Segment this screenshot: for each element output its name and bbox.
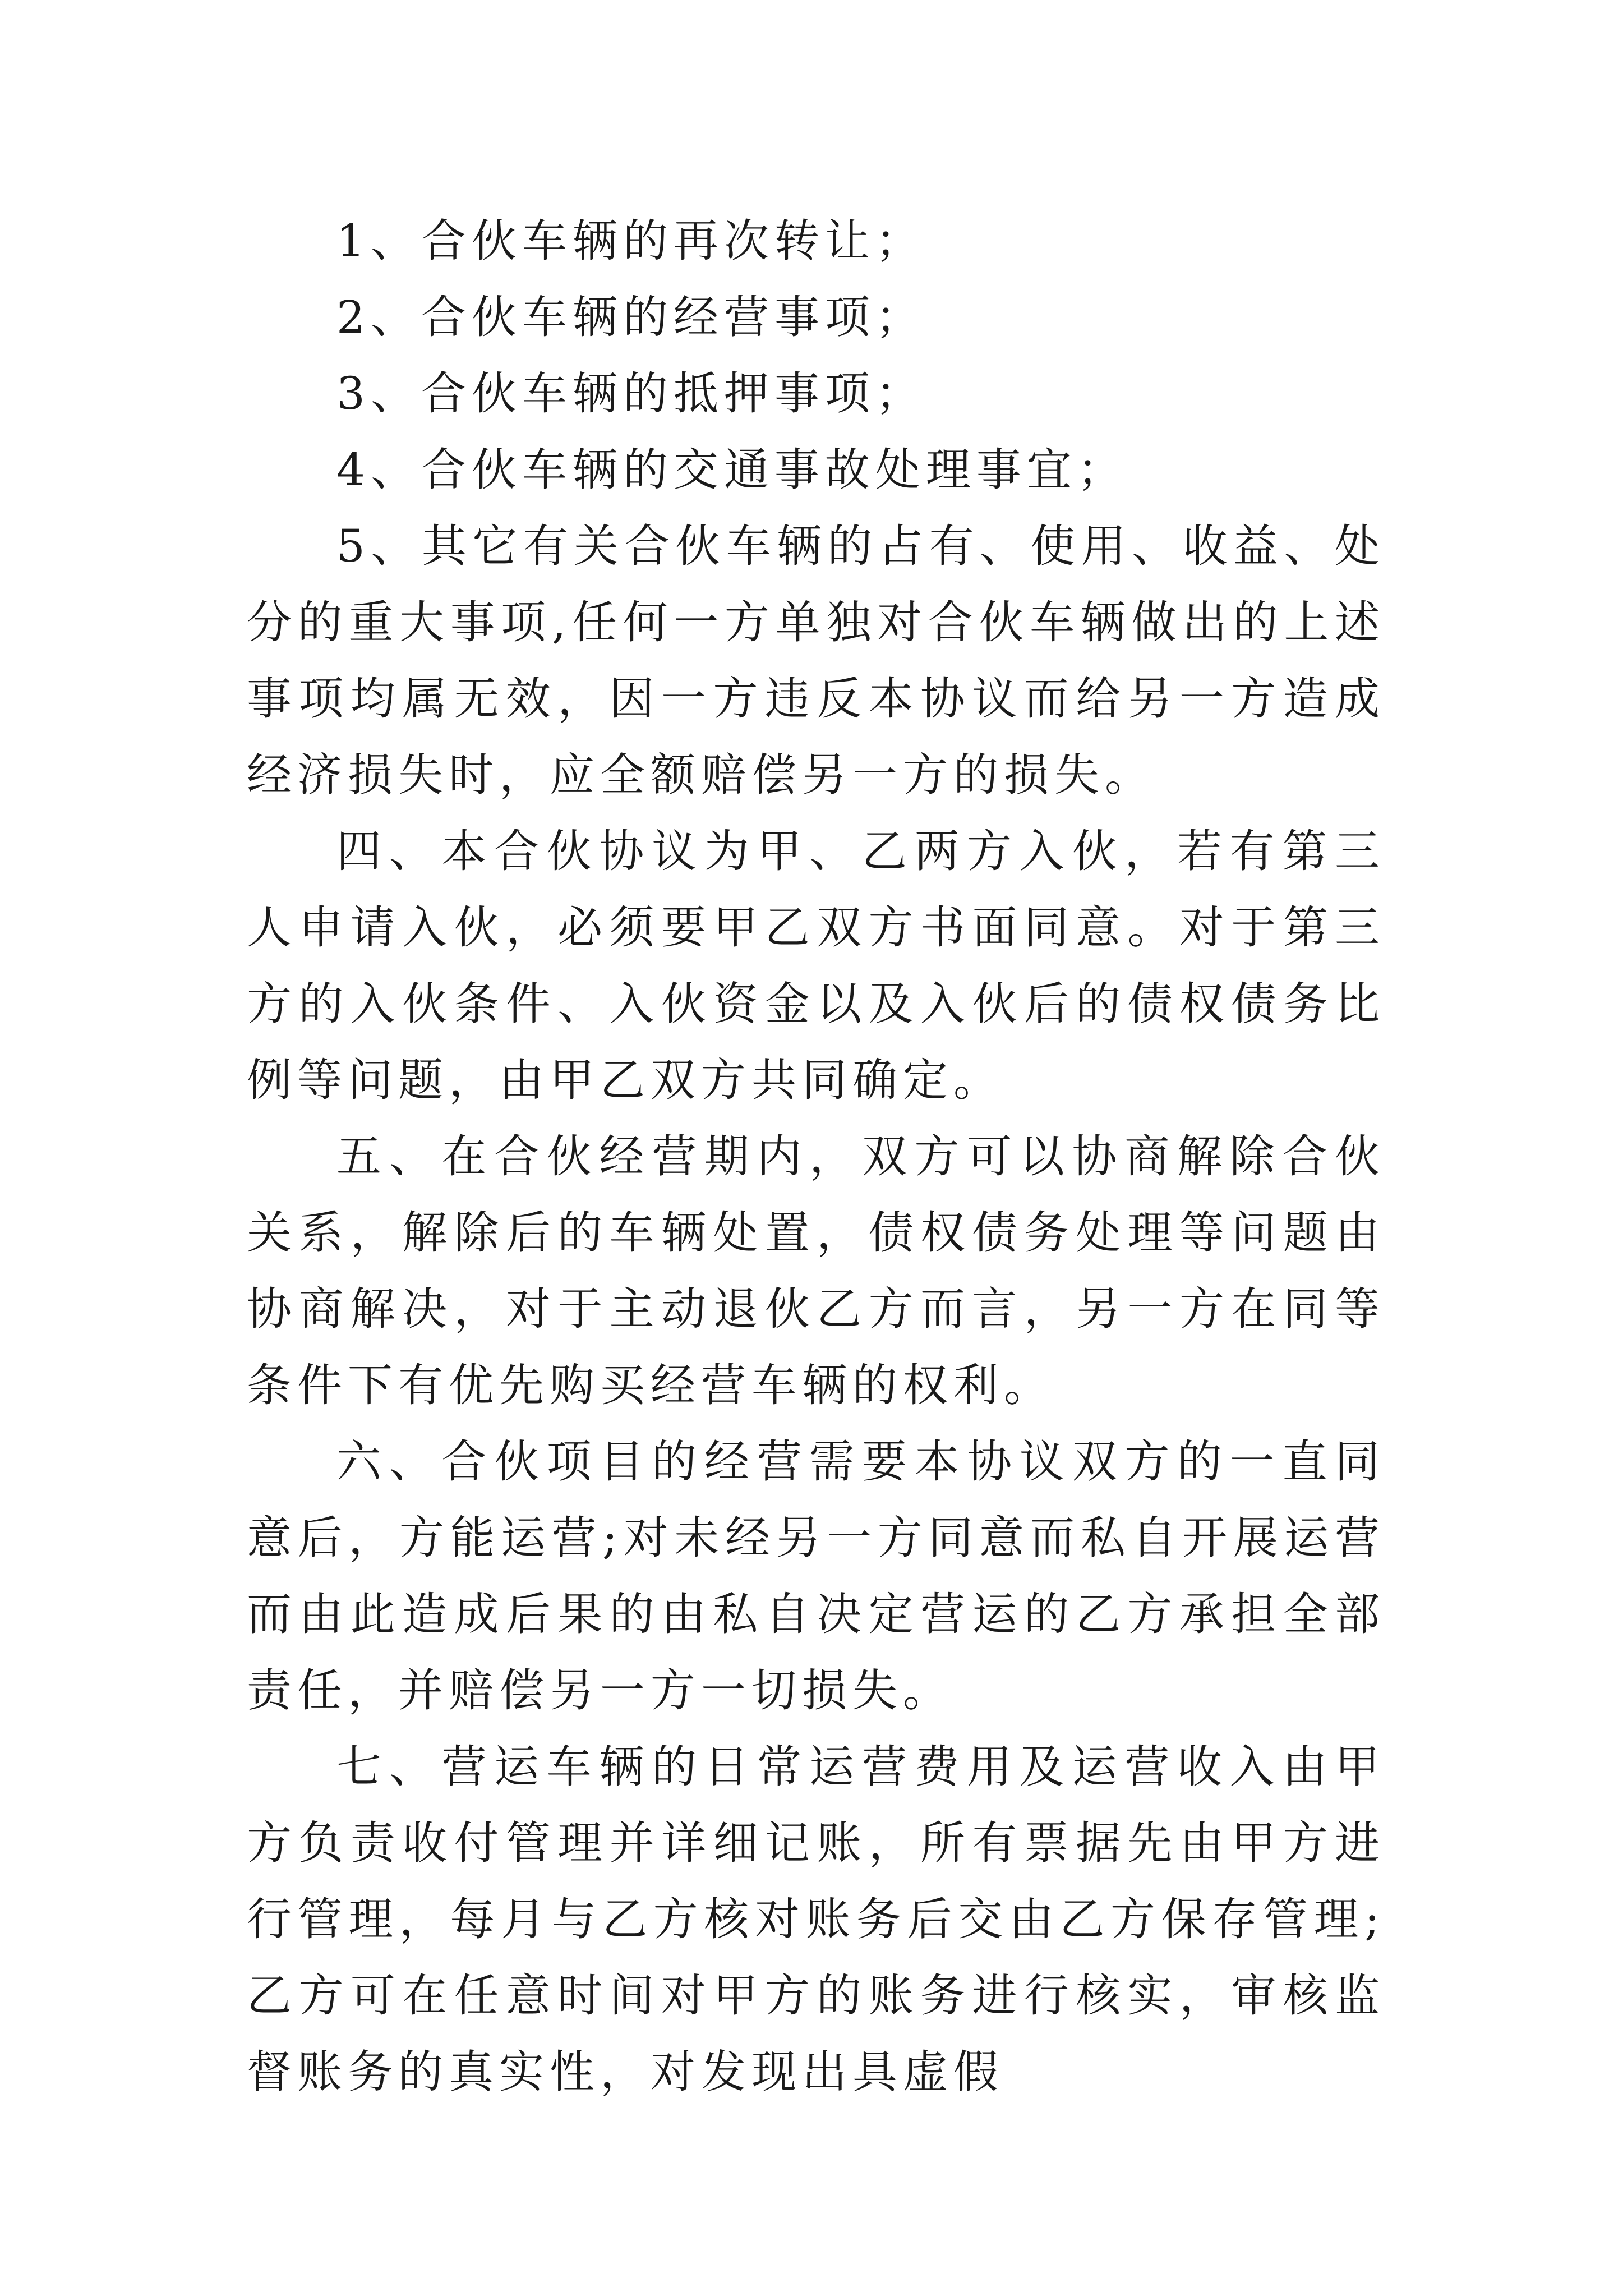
clause-item-1: 1、合伙车辆的再次转让； xyxy=(336,215,926,267)
article-five: 五、在合伙经营期内，双方可以协商解除合伙关系，解除后的车辆处置，债权债务处理等问题由协商解决，对于主动退伙乙方而言，另一方在同等条件下有优先购买经营车辆的权利。 xyxy=(247,1130,1385,1411)
article-seven: 七、营运车辆的日常运营费用及运营收入由甲方负责收付管理并详细记账，所有票据先由甲方进行管理，每月与乙方核对账务后交由乙方保存管理;乙方可在任意时间对甲方的账务进行核实，审核监督账务的真实性，对发现出具虚假 xyxy=(247,1741,1385,2098)
clause-item-4: 4、合伙车辆的交通事故处理事宜； xyxy=(336,444,1128,496)
clause-item-5: 5、其它有关合伙车辆的占有、使用、收益、处分的重大事项,任何一方单独对合伙车辆做出的上述事项均属无效，因一方违反本协议而给另一方造成经济损失时，应全额赔偿另一方的损失。 xyxy=(247,520,1385,801)
clause-item-2: 2、合伙车辆的经营事项； xyxy=(336,291,926,343)
clause-item-3: 3、合伙车辆的抵押事项； xyxy=(336,367,926,420)
agreement-body xyxy=(247,203,1385,2110)
article-six: 六、合伙项目的经营需要本协议双方的一直同意后，方能运营;对未经另一方同意而私自开展运营而由此造成后果的由私自决定营运的乙方承担全部责任，并赔偿另一方一切损失。 xyxy=(247,1435,1385,1717)
article-four: 四、本合伙协议为甲、乙两方入伙，若有第三人申请入伙，必须要甲乙双方书面同意。对于第三方的入伙条件、入伙资金以及入伙后的债权债务比例等问题，由甲乙双方共同确定。 xyxy=(247,825,1385,1106)
